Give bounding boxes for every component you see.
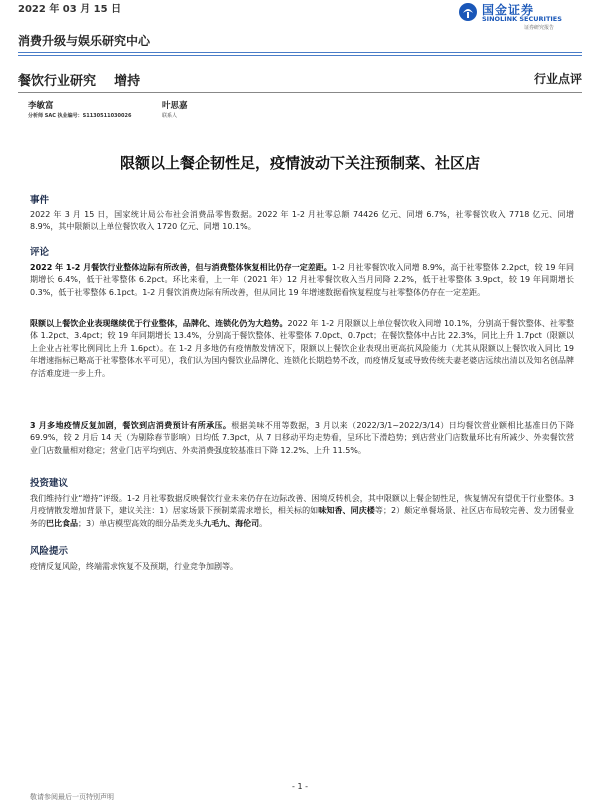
report-type: 行业点评	[533, 72, 582, 86]
industry-rating	[18, 70, 140, 89]
industry-rule	[18, 92, 582, 93]
advice-text-2: 等；2）颇定单餐场景、社区店布局较完善、发力团餐业务的	[30, 506, 575, 528]
footer-disclaimer: 敬请参阅最后一页特别声明	[30, 793, 114, 801]
logo-english-name: SINOLINK SECURITIES	[482, 15, 562, 23]
sinolink-logo-icon	[458, 2, 478, 22]
research-center: 消费升级与娱乐研究中心	[18, 34, 151, 48]
report-title: 限额以上餐企韧性足，疫情波动下关注预制菜、社区店	[119, 154, 480, 172]
page-number: - 1 -	[292, 782, 308, 791]
logo-chinese-name: 国金证券	[482, 3, 535, 17]
comment-1-text: 1-2 月社零餐饮收入同增 8.9%，高于社零整体 2.2pct，较 19 年同期增长 6.4%，低于社零整体 6.2pct。环比来看，上一年（2021 年）12 月社零餐饮收入当月同降 2.2%，低于社零整体 3.9pct，较 19 年同期增长 0.3%，低于社零整体 6.1pct。1-2 月餐饮消费边际有所改善，但从同比 19 年增速数据看恢复程度与社零整体仍存在一定差距。	[30, 263, 575, 297]
event-paragraph: 2022 年 3 月 15 日，国家统计局公布社会消费品零售数据。2022 年 1-2 月社零总额 74426 亿元、同增 6.7%，社零餐饮收入 7718 亿元、同增 8.9%，其中限额以上单位餐饮收入 1720 亿元、同增 10.1%。	[30, 210, 574, 232]
industry-name: 餐饮行业研究	[18, 74, 97, 89]
advice-text-4: 。	[259, 518, 268, 528]
section-heading-advice: 投资建议	[30, 478, 69, 489]
risk-paragraph: 疫情反复风险，终端需求恢复不及预期，行业竞争加剧等。	[30, 562, 238, 571]
author-1-name: 李敏富	[28, 101, 54, 111]
comment-paragraph-1	[30, 262, 574, 299]
section-heading-event: 事件	[30, 195, 50, 206]
comment-paragraph-3	[30, 420, 574, 457]
advice-text-3: ；3）单店模型高效的细分品类龙头	[78, 518, 204, 528]
advice-stock-1: 味知香、同庆楼	[318, 506, 375, 516]
comment-paragraph-2	[30, 318, 574, 380]
author-2-cert: 联系人	[162, 113, 178, 119]
section-heading-comment: 评论	[30, 247, 50, 258]
comment-3-bold: 3 月多地疫情反复加剧，餐饮到店消费预计有所承压。	[30, 421, 232, 430]
advice-stock-2: 巴比食品	[46, 518, 78, 528]
header-rule	[18, 52, 582, 53]
report-date: 2022 年 03 月 15 日	[18, 4, 122, 15]
advice-paragraph	[30, 493, 574, 530]
advice-text-1: 我们维持行业“增持”评级。1-2 月社零数据反映餐饮行业未来仍存在边际改善、困境反转机会，其中限额以上餐企韧性足，恢复情况有望优于行业整体。3 月疫情散发增加背景下，建议关注：1）居家场景下预制菜需求增长，相关标的如	[30, 494, 574, 516]
header-rule-thin	[18, 55, 582, 56]
author-1-cert: 分析师 SAC 执业编号：S1130511030026	[28, 113, 132, 119]
author-2-name: 叶思嘉	[162, 101, 188, 111]
section-heading-risk: 风险提示	[30, 546, 69, 557]
comment-3-text: 根据美味不用等数据，3 月以来（2022/3/1~2022/3/14）日均餐饮营业额相比基准日仍下降 69.9%，较 2 月后 14 天（为剔除春节影响）日均低 7.3pct，从 7 日移动平均走势看，呈环比下滑趋势；到店营业门店数量环比有所减少、外卖餐饮营业门店数量相对稳定；营业门店平均到店、外卖消费强度较基准日下降 12.2%、上升 11.5%。	[30, 421, 574, 455]
sinolink-logo	[458, 0, 583, 34]
advice-stock-3: 九毛九、海伦司	[203, 518, 260, 528]
logo-subtitle: 证券研究报告	[524, 25, 555, 31]
comment-2-bold: 限额以上餐饮企业表现继续优于行业整体，品牌化、连锁化仍为大趋势。	[30, 319, 288, 328]
rating: 增持	[114, 74, 141, 89]
comment-2-text: 2022 年 1-2 月限额以上单位餐饮收入同增 10.1%，分别高于餐饮整体、社零整体 1.2pct、3.4pct；较 19 年同期增长 13.4%，分别高于餐饮整体、社零整体 7.0pct、0.7pct；在餐饮整体中占比 22.3%，同比上升 1.7pct（限额以上企业占社零比例同比上升 1.6pct）。在 1-2 月多地仍有疫情散发情况下，限额以上餐饮企业表现出更高抗风险能力（尤其从限额以上餐饮收入同比 19 年增速指标已略高于社零整体水平可见），我们认为国内餐饮业品牌化、连锁化长期趋势不改，而疫情反复或导致传统夫妻老婆店远续出清以及知名创品牌存活难度进一步上升。	[30, 319, 574, 378]
comment-1-bold: 2022 年 1-2 月餐饮行业整体边际有所改善，但与消费整体恢复相比仍存一定差距。	[30, 263, 332, 272]
